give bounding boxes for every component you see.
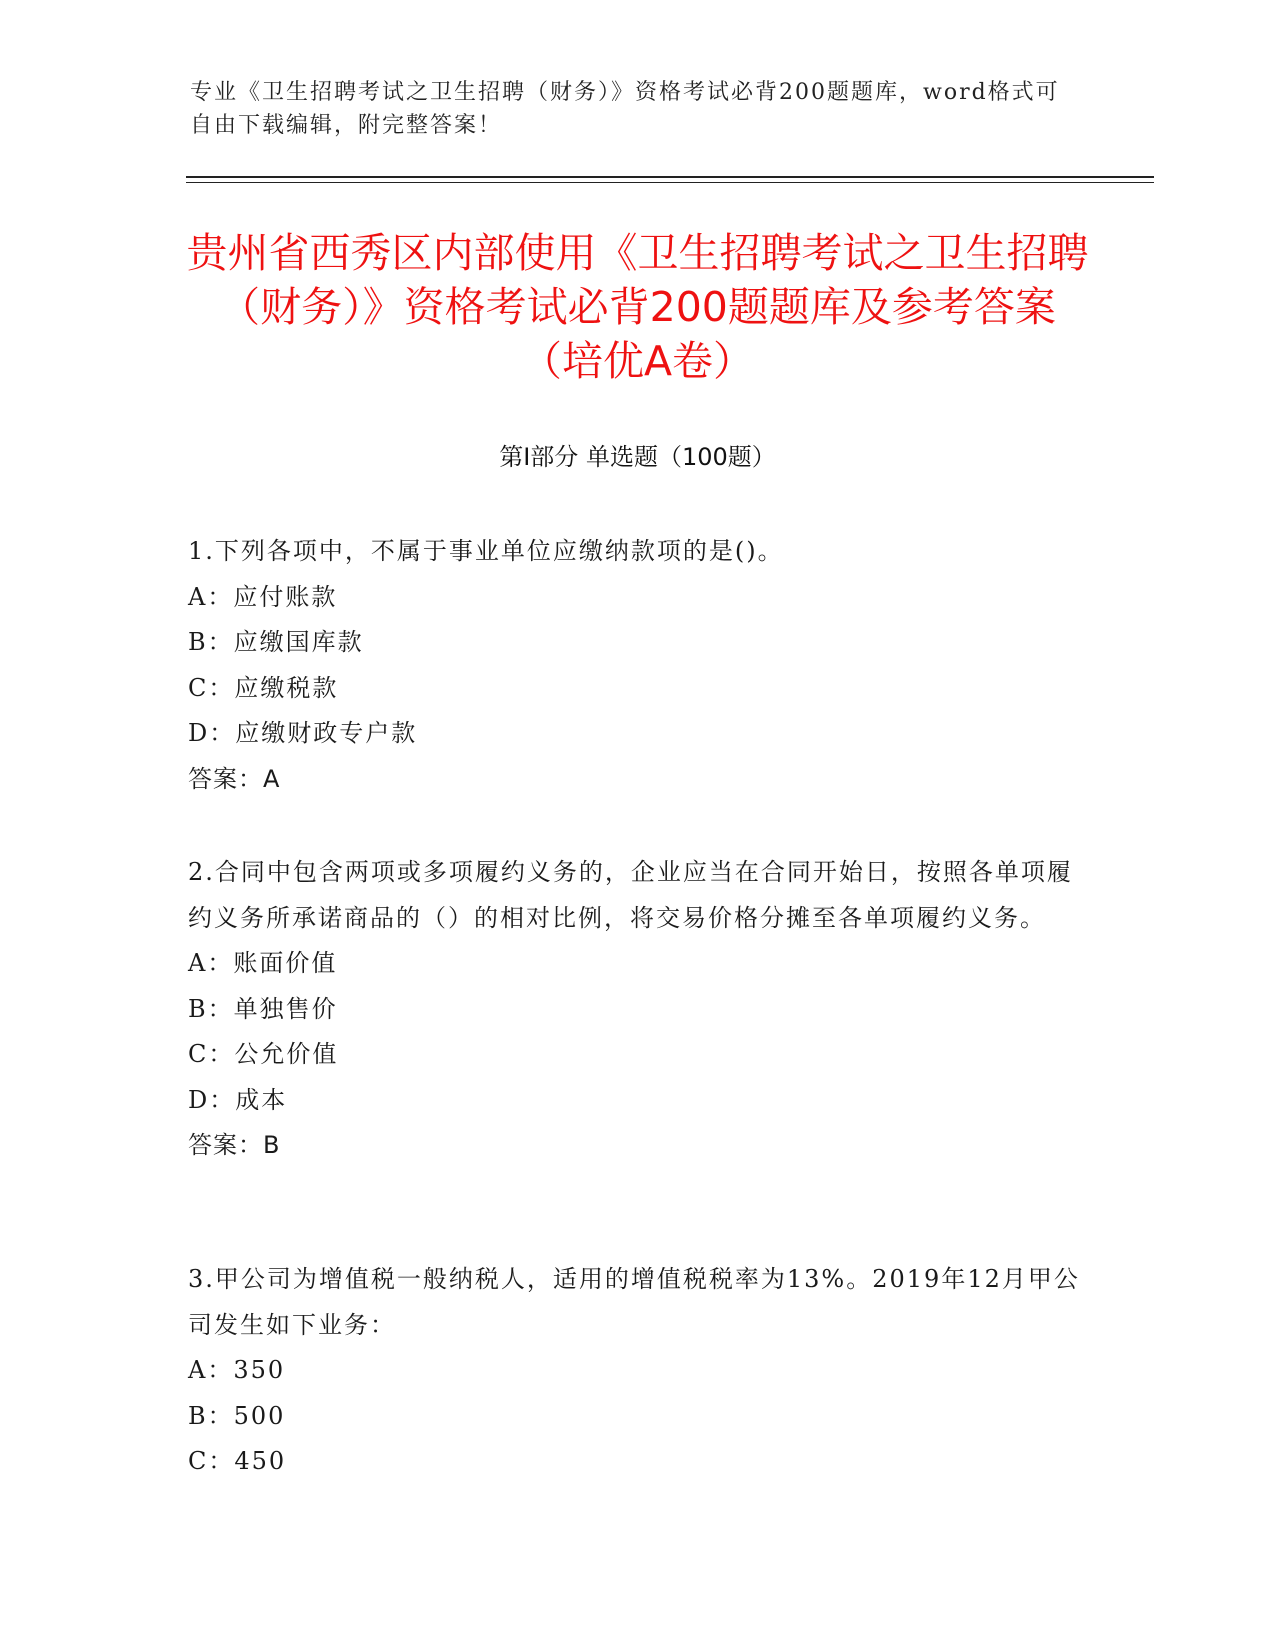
question-2 — [188, 850, 1088, 1169]
question-option-d: D：成本 — [188, 1085, 288, 1114]
question-option-c: C：450 — [188, 1447, 287, 1475]
question-option-b: B：应缴国库款 — [188, 628, 364, 656]
header-divider-thin — [186, 182, 1154, 183]
question-option-b: B：单独售价 — [188, 994, 338, 1023]
question-answer: 答案：A — [188, 764, 281, 793]
header-note: 专业《卫生招聘考试之卫生招聘（财务）》资格考试必背200题题库，word格式可自由下载编辑，附完整答案！ — [190, 80, 1060, 138]
question-stem: 1.下列各项中，不属于事业单位应缴纳款项的是()。 — [188, 537, 784, 565]
question-option-c: C：应缴税款 — [188, 673, 339, 702]
question-option-d: D：应缴财政专户款 — [188, 719, 418, 747]
header-divider-thick — [186, 176, 1154, 178]
question-option-b: B：500 — [188, 1401, 286, 1430]
question-option-a: A：账面价值 — [188, 949, 338, 977]
document-title: 贵州省西秀区内部使用《卫生招聘考试之卫生招聘（财务）》资格考试必背200题题库及参考答案（培优A卷） — [186, 229, 1089, 385]
question-option-a: A：应付账款 — [188, 582, 338, 611]
question-option-c: C：公允价值 — [188, 1040, 339, 1068]
question-stem: 3.甲公司为增值税一般纳税人，适用的增值税税率为13%。2019年12月甲公司发生如下业务： — [188, 1265, 1080, 1339]
question-3 — [188, 1257, 1088, 1485]
section-title: 第Ⅰ部分 单选题（100题） — [499, 443, 776, 471]
question-option-a: A：350 — [188, 1356, 286, 1384]
question-1 — [188, 529, 1088, 802]
question-answer: 答案：B — [188, 1131, 281, 1159]
question-stem: 2.合同中包含两项或多项履约义务的，企业应当在合同开始日，按照各单项履约义务所承诺商品的（）的相对比例，将交易价格分摊至各单项履约义务。 — [188, 858, 1073, 932]
